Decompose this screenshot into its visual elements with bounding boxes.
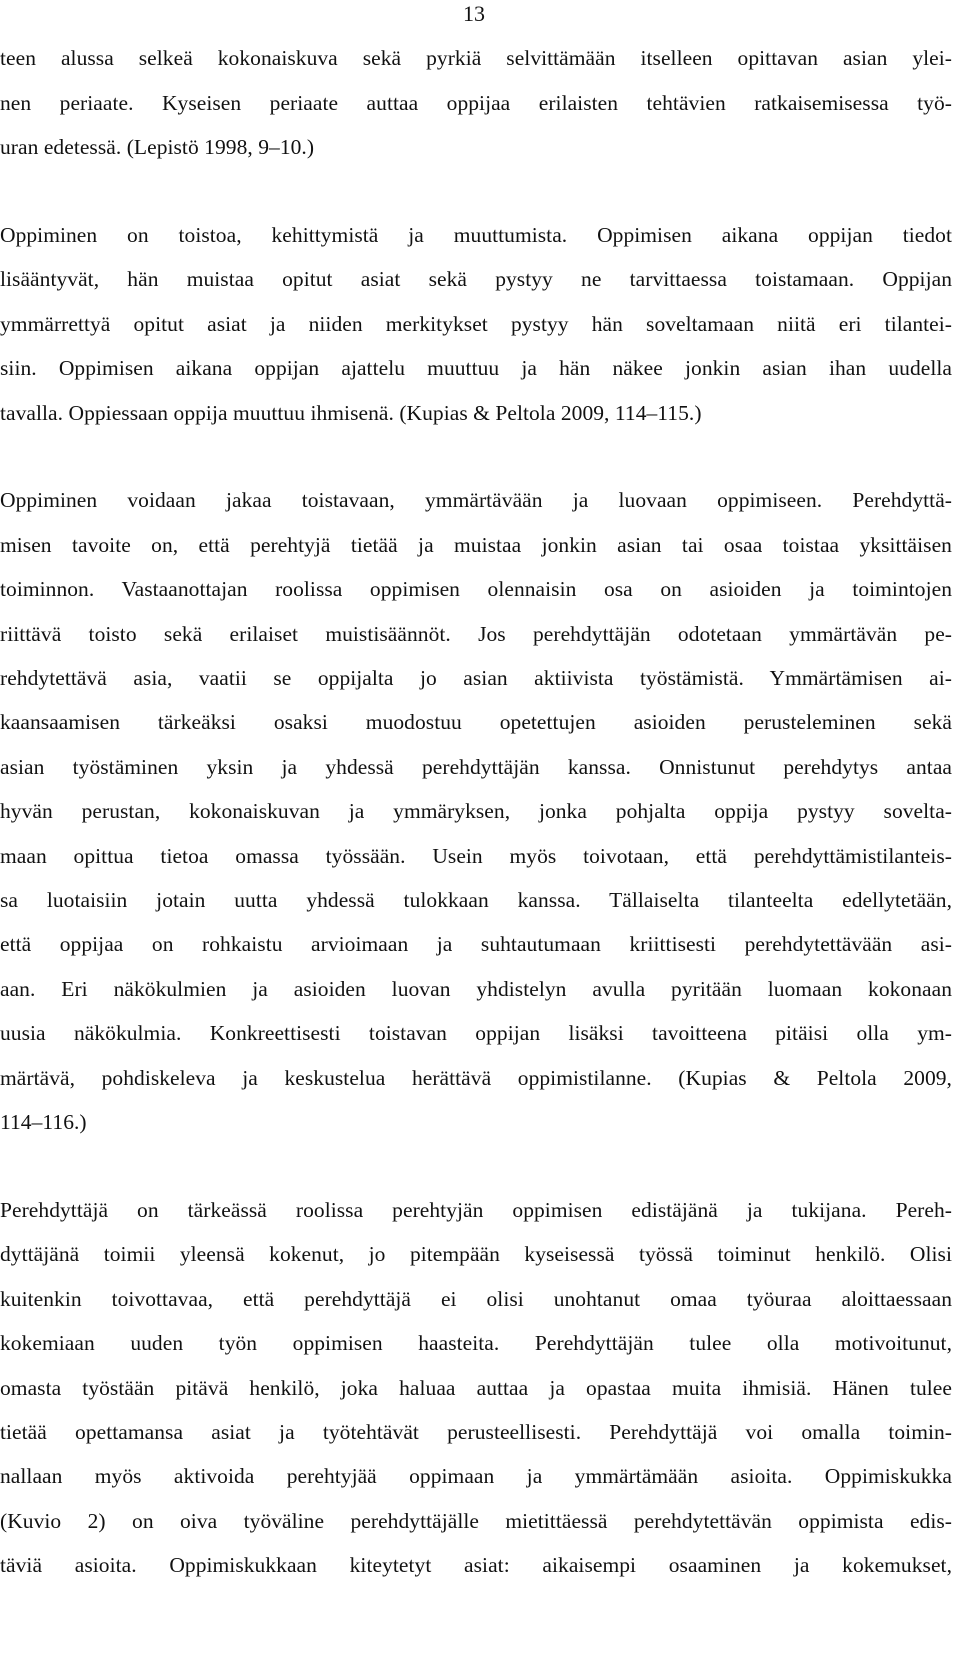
text-line: kaansaamisen tärkeäksi osaksi muodostuu opetettujen asioiden perusteleminen sekä	[0, 710, 952, 734]
text-line: riittävä toisto sekä erilaiset muistisäännöt. Jos perehdyttäjän odotetaan ymmärtävän pe-	[0, 622, 952, 646]
text-line: maan opittua tietoa omassa työssään. Usein myös toivotaan, että perehdyttämistilanteis-	[0, 844, 952, 868]
text-line: Oppiminen voidaan jakaa toistavaan, ymmärtävään ja luovaan oppimiseen. Perehdyttä-	[0, 488, 952, 512]
page-number: 13	[463, 1, 485, 26]
text-line: dyttäjänä toimii yleensä kokenut, jo pitempään kyseisessä työssä toiminut henkilö. Olisi	[0, 1242, 952, 1266]
text-line: toiminnon. Vastaanottajan roolissa oppimisen olennaisin osa on asioiden ja toimintojen	[0, 577, 952, 601]
text-line: siin. Oppimisen aikana oppijan ajattelu muuttuu ja hän näkee jonkin asian ihan uudella	[0, 356, 952, 380]
text-line: Oppiminen on toistoa, kehittymistä ja muuttumista. Oppimisen aikana oppijan tiedot	[0, 223, 952, 247]
text-line: misen tavoite on, että perehtyjä tietää ja muistaa jonkin asian tai osaa toistaa yksittäisen	[0, 533, 952, 557]
text-line: lisääntyvät, hän muistaa opitut asiat sekä pystyy ne tarvittaessa toistamaan. Oppijan	[0, 267, 952, 291]
text-line: sa luotaisiin jotain uutta yhdessä tulokkaan kanssa. Tällaiselta tilanteelta edellytetään,	[0, 888, 952, 912]
text-line: että oppijaa on rohkaistu arvioimaan ja suhtautumaan kriittisesti perehdytettävään asi-	[0, 932, 952, 956]
text-line: (Kuvio 2) on oiva työväline perehdyttäjälle mietittäessä perehdytettävän oppimista edis-	[0, 1509, 952, 1533]
text-line: rehdytettävä asia, vaatii se oppijalta jo asian aktiivista työstämistä. Ymmärtämisen ai-	[0, 666, 952, 690]
text-line: uran edetessä. (Lepistö 1998, 9–10.)	[0, 135, 315, 159]
text-line: kuitenkin toivottavaa, että perehdyttäjä ei olisi unohtanut omaa työuraa aloittaessaan	[0, 1287, 952, 1311]
text-line: hyvän perustan, kokonaiskuvan ja ymmäryksen, jonka pohjalta oppija pystyy sovelta-	[0, 799, 952, 823]
text-line: teen alussa selkeä kokonaiskuva sekä pyrkiä selvittämään itselleen opittavan asian ylei-	[0, 46, 952, 70]
text-line: Perehdyttäjä on tärkeässä roolissa perehtyjän oppimisen edistäjänä ja tukijana. Pereh-	[0, 1198, 952, 1222]
text-line: 114–116.)	[0, 1110, 87, 1134]
text-line: nallaan myös aktivoida perehtyjää oppimaan ja ymmärtämään asioita. Oppimiskukka	[0, 1464, 952, 1488]
text-line: täviä asioita. Oppimiskukkaan kiteytetyt asiat: aikaisempi osaaminen ja kokemukset,	[0, 1553, 952, 1577]
text-line: tietää opettamansa asiat ja työtehtävät perusteellisesti. Perehdyttäjä voi omalla toimin-	[0, 1420, 952, 1444]
text-line: tavalla. Oppiessaan oppija muuttuu ihmisenä. (Kupias & Peltola 2009, 114–115.)	[0, 401, 702, 425]
text-line: märtävä, pohdiskeleva ja keskustelua herättävä oppimistilanne. (Kupias & Peltola 2009,	[0, 1066, 952, 1090]
text-line: aan. Eri näkökulmien ja asioiden luovan yhdistelyn avulla pyritään luomaan kokonaan	[0, 977, 952, 1001]
text-line: kokemiaan uuden työn oppimisen haasteita. Perehdyttäjän tulee olla motivoitunut,	[0, 1331, 952, 1355]
text-line: ymmärrettyä opitut asiat ja niiden merkitykset pystyy hän soveltamaan niitä eri tilantei-	[0, 312, 952, 336]
text-line: asian työstäminen yksin ja yhdessä perehdyttäjän kanssa. Onnistunut perehdytys antaa	[0, 755, 952, 779]
text-line: nen periaate. Kyseisen periaate auttaa oppijaa erilaisten tehtävien ratkaisemisessa työ-	[0, 91, 952, 115]
text-line: uusia näkökulmia. Konkreettisesti toistavan oppijan lisäksi tavoitteena pitäisi olla ym-	[0, 1021, 952, 1045]
text-line: omasta työstään pitävä henkilö, joka haluaa auttaa ja opastaa muita ihmisiä. Hänen tulee	[0, 1376, 952, 1400]
